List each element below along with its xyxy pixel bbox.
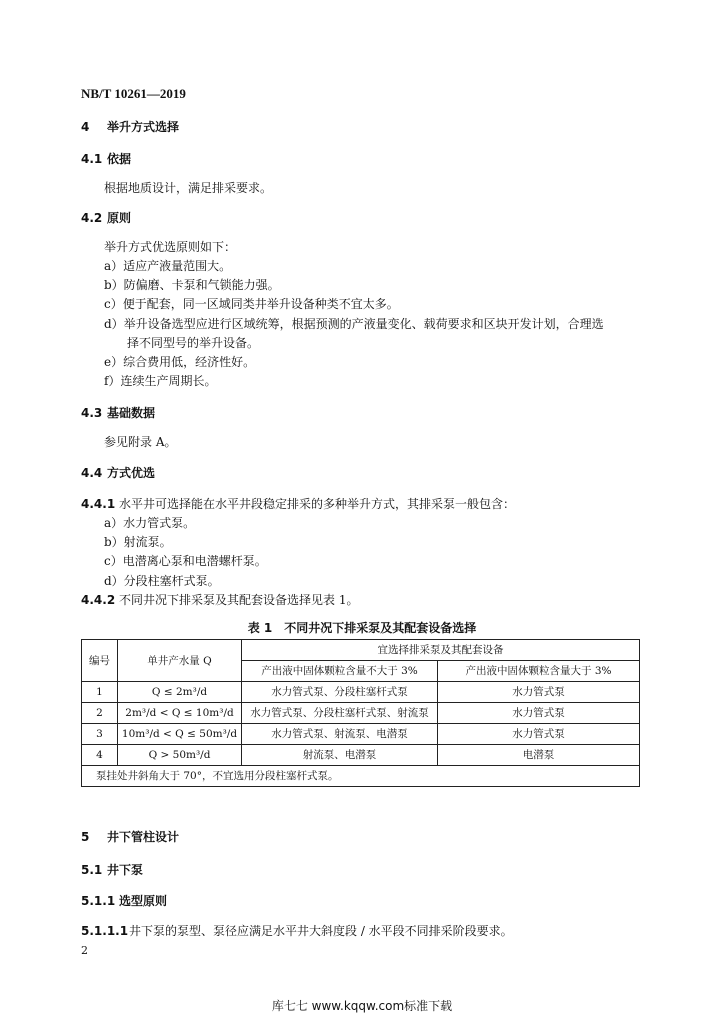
cell-no: 1 [82,682,118,703]
list-item: c）便于配套，同一区域同类井举升设备种类不宜太多。 [104,297,399,311]
section-4-3-heading: 4.3 基础数据 [81,406,156,420]
cell-flow: Q ≤ 2m³/d [118,682,242,703]
header-no: 编号 [82,640,118,682]
section-5-1-heading: 5.1 井下泵 [81,863,144,877]
pump-selection-table [81,639,640,787]
cell-low: 水力管式泵、分段柱塞杆式泵、射流泵 [242,703,438,724]
cell-high: 水力管式泵 [438,703,640,724]
section-4-3-text: 参见附录 A。 [104,435,177,449]
table-row [82,703,640,724]
table-row [82,745,640,766]
list-item: c）电潜离心泵和电潜螺杆泵。 [104,554,267,568]
list-item: b）防偏磨、卡泵和气锁能力强。 [104,278,280,292]
list-item: b）射流泵。 [104,535,172,549]
header-flow: 单井产水量 Q [118,640,242,682]
standard-code: NB/T 10261—2019 [81,86,186,101]
section-4-1-heading: 4.1 依据 [81,152,132,166]
section-4-4-1-text: 4.4.1 水平井可选择能在水平井段稳定排采的多种举升方式，其排采泵一般包含： [81,497,516,511]
section-4-2-heading: 4.2 原则 [81,211,132,225]
table-caption: 表 1 不同井况下排采泵及其配套设备选择 [247,621,477,635]
section-4-heading: 4 举升方式选择 [81,120,180,134]
cell-low: 水力管式泵、分段柱塞杆式泵 [242,682,438,703]
list-item: e）综合费用低，经济性好。 [104,355,256,369]
list-item: d）举升设备选型应进行区域统筹，根据预测的产液量变化、载荷要求和区块开发计划，合理选 [104,317,604,331]
section-5-1-1-heading: 5.1.1 选型原则 [81,894,168,908]
section-5-1-1-1-text: 5.1.1.1井下泵的泵型、泵径应满足水平井大斜度段 / 水平段不同排采阶段要求。 [81,924,513,938]
list-item: f）连续生产周期长。 [104,374,217,388]
list-item: a）水力管式泵。 [104,516,196,530]
section-5-heading: 5 井下管柱设计 [81,830,180,844]
cell-no: 4 [82,745,118,766]
cell-no: 3 [82,724,118,745]
list-item: d）分段柱塞杆式泵。 [104,574,220,588]
section-4-4-2-text: 4.4.2 不同井况下排采泵及其配套设备选择见表 1。 [81,593,359,607]
header-low-solids: 产出液中固体颗粒含量不大于 3% [242,661,438,682]
cell-low: 射流泵、电潜泵 [242,745,438,766]
header-high-solids: 产出液中固体颗粒含量大于 3% [438,661,640,682]
cell-low: 水力管式泵、射流泵、电潜泵 [242,724,438,745]
header-group: 宜选择排采泵及其配套设备 [242,640,640,661]
table-row [82,682,640,703]
cell-no: 2 [82,703,118,724]
cell-flow: 2m³/d < Q ≤ 10m³/d [118,703,242,724]
cell-high: 电潜泵 [438,745,640,766]
footer-watermark: 库七七 www.kqqw.com标准下载 [271,999,453,1013]
cell-high: 水力管式泵 [438,682,640,703]
list-item-continuation: 择不同型号的举升设备。 [127,336,260,350]
section-4-2-intro: 举升方式优选原则如下： [104,240,237,254]
page-number: 2 [81,944,88,957]
cell-high: 水力管式泵 [438,724,640,745]
section-4-1-text: 根据地质设计，满足排采要求。 [104,181,273,195]
cell-flow: Q > 50m³/d [118,745,242,766]
table-row [82,724,640,745]
list-item: a）适应产液量范围大。 [104,259,232,273]
table-note: 泵挂处井斜角大于 70°，不宜选用分段柱塞杆式泵。 [82,766,640,787]
cell-flow: 10m³/d < Q ≤ 50m³/d [118,724,242,745]
section-4-4-heading: 4.4 方式优选 [81,466,156,480]
